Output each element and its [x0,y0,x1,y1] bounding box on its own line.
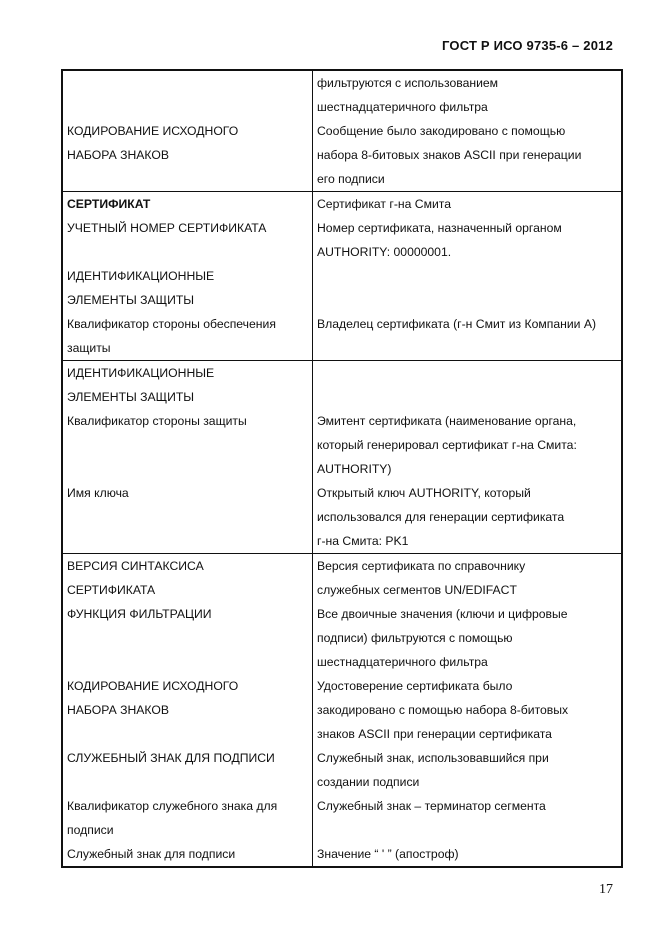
table-row [63,264,621,312]
spec-table [61,69,623,868]
value-line: Служебный знак, использовавшийся при [317,751,549,765]
term-line: ЭЛЕМЕНТЫ ЗАЩИТЫ [67,390,195,404]
term-cell [63,216,313,264]
table-row [63,842,621,866]
value-cell [313,674,621,746]
value-line [313,264,621,288]
value-line: Сертификат г-на Смита [317,197,452,211]
value-line: Версия сертификата по справочнику [317,559,526,573]
value-line: его подписи [317,172,385,186]
term-line [63,240,312,264]
value-cell [313,409,621,481]
term-line: НАБОРА ЗНАКОВ [67,148,169,162]
value-line: закодировано с помощью набора 8-битовых [317,703,569,717]
table-group [63,553,621,866]
value-cell [313,312,621,360]
term-cell [63,119,313,191]
value-cell [313,216,621,264]
term-line [63,650,312,674]
term-line: Квалификатор служебного знака для [67,799,278,813]
term-line [63,505,312,529]
value-line [313,385,621,409]
value-line [313,336,621,360]
value-line: Все двоичные значения (ключи и цифровые [317,607,568,621]
term-cell [63,409,313,481]
term-line: НАБОРА ЗНАКОВ [67,703,169,717]
value-line: Удостоверение сертификата было [317,679,513,693]
value-line: Владелец сертификата (г-н Смит из Компании А) [317,317,597,331]
term-line [63,433,312,457]
value-cell [313,602,621,674]
term-line: ЭЛЕМЕНТЫ ЗАЩИТЫ [67,293,195,307]
term-line: УЧЕТНЫЙ НОМЕР СЕРТИФИКАТА [67,221,267,235]
term-line: ИДЕНТИФИКАЦИОННЫЕ [67,366,215,380]
value-line: Номер сертификата, назначенный органом [317,221,562,235]
value-line: шестнадцатеричного фильтра [317,655,488,669]
value-cell [313,746,621,794]
term-line: Имя ключа [67,486,129,500]
term-line [63,626,312,650]
term-line: ФУНКЦИЯ ФИЛЬТРАЦИИ [67,607,212,621]
value-cell [313,361,621,409]
term-cell [63,71,313,119]
term-line: СЕРТИФИКАТА [67,583,156,597]
table-row [63,361,621,409]
term-line: Квалификатор стороны защиты [67,414,247,428]
value-line: Служебный знак – терминатор сегмента [317,799,546,813]
value-cell [313,119,621,191]
value-line: Эмитент сертификата (наименование органа, [317,414,577,428]
term-cell [63,746,313,794]
value-line [313,288,621,312]
term-line: ИДЕНТИФИКАЦИОННЫЕ [67,269,215,283]
value-line: Открытый ключ AUTHORITY, который [317,486,531,500]
term-line [63,95,312,119]
term-cell [63,674,313,746]
table-row [63,746,621,794]
value-line: набора 8-битовых знаков ASCII при генерации [317,148,582,162]
term-line: Квалификатор стороны обеспечения [67,317,276,331]
term-cell [63,602,313,674]
term-line: СЕРТИФИКАТ [67,197,151,211]
table-group [63,71,621,191]
document-header: ГОСТ Р ИСО 9735-6 – 2012 [442,38,613,53]
term-line: защиты [67,341,111,355]
term-line [63,722,312,746]
value-line: служебных сегментов UN/EDIFACT [317,583,517,597]
value-line: фильтруются с использованием [317,76,499,90]
term-cell [63,192,313,216]
table-group [63,360,621,553]
value-line: который генерировал сертификат г-на Смита: [317,438,577,452]
table-row [63,216,621,264]
table-row [63,602,621,674]
value-cell [313,192,621,216]
value-cell [313,554,621,602]
term-line [63,529,312,553]
value-cell [313,264,621,312]
table-row [63,312,621,360]
value-line: создании подписи [317,775,420,789]
term-line: СЛУЖЕБНЫЙ ЗНАК ДЛЯ ПОДПИСИ [67,751,275,765]
value-cell [313,842,621,866]
value-line: г-на Смита: PK1 [317,534,409,548]
term-line: КОДИРОВАНИЕ ИСХОДНОГО [67,124,239,138]
value-line: использовался для генерации сертификата [317,510,565,524]
term-line: подписи [67,823,114,837]
table-row [63,409,621,481]
term-cell [63,794,313,842]
table-row [63,794,621,842]
page-number: 17 [599,882,613,897]
value-line: AUTHORITY: 00000001. [317,245,452,259]
value-line [313,818,621,842]
table-row [63,674,621,746]
value-line: AUTHORITY) [317,462,392,476]
table-group [63,191,621,360]
table-row [63,554,621,602]
term-cell [63,361,313,409]
table-row [63,192,621,216]
term-line: Служебный знак для подписи [67,847,236,861]
term-line [63,457,312,481]
term-line [63,71,312,95]
table-row [63,119,621,191]
value-line: подписи) фильтруются с помощью [317,631,513,645]
value-cell [313,794,621,842]
term-line [63,167,312,191]
table-row [63,71,621,119]
table-row [63,481,621,553]
term-line: ВЕРСИЯ СИНТАКСИСА [67,559,204,573]
term-line [63,770,312,794]
value-line: шестнадцатеричного фильтра [317,100,488,114]
value-line: знаков ASCII при генерации сертификата [317,727,552,741]
value-line: Сообщение было закодировано с помощью [317,124,566,138]
value-cell [313,71,621,119]
value-line: Значение “ ' ” (апостроф) [317,847,459,861]
term-cell [63,481,313,553]
term-line: КОДИРОВАНИЕ ИСХОДНОГО [67,679,239,693]
term-cell [63,264,313,312]
value-cell [313,481,621,553]
term-cell [63,842,313,866]
term-cell [63,554,313,602]
term-cell [63,312,313,360]
value-line [313,361,621,385]
